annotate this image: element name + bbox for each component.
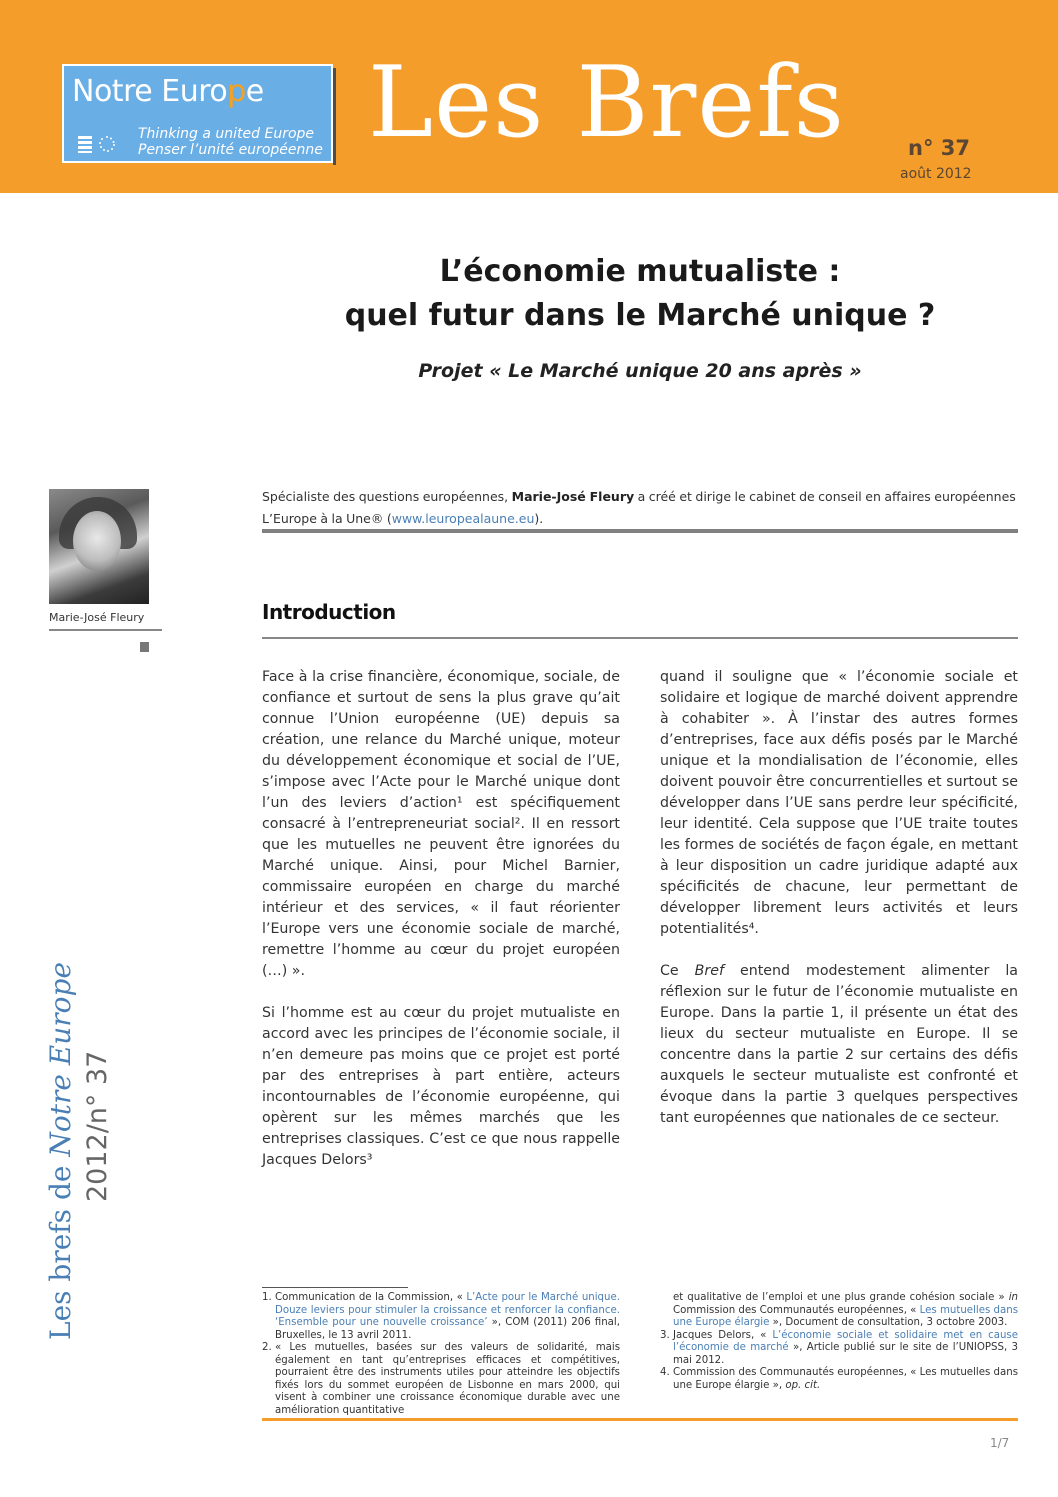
footnote-1-link[interactable]: L’Acte pour le Marché unique. Douze leviers pour stimuler la croissance et renforcer la confiance. ‘Ensemble pour une nouvelle croissance’ bbox=[275, 1292, 620, 1328]
footnotes-right bbox=[660, 1292, 1018, 1392]
footnote-divider bbox=[262, 1287, 408, 1288]
paragraph: Face à la crise financière, économique, sociale, de confiance et surtout de sens la plus grave qu’ait connue l’Union européenne (UE) depuis sa création, une relance du Marché unique, moteur du développement économique et social de l’UE, s’impose avec l’Acte pour le Marché unique dont l’un des leviers d’action¹ est spécifiquement consacré à l’entrepreneuriat social². Il en ressort que les mutuelles ne peuvent être ignorées du Marché unique. Ainsi, pour Michel Barnier, commissaire européen en charge du marché intérieur et des services, « il faut réorienter l’Europe vers une économie sociale de marché, remettre l’homme au cœur du projet européen (…) ». bbox=[262, 669, 620, 979]
section-heading-introduction: Introduction bbox=[262, 600, 396, 624]
masthead-title: Les Brefs bbox=[368, 46, 845, 160]
page-title-line2: quel futur dans le Marché unique ? bbox=[344, 298, 936, 333]
bottom-divider bbox=[262, 1418, 1018, 1421]
footnote-1: 1. Communication de la Commission, « L’Acte pour le Marché unique. Douze leviers pour stimuler la croissance et renforcer la confiance. ‘Ensemble pour une nouvelle croissance’ », COM (2011) 206 final, Bruxelles, le 13 avril 2011. bbox=[262, 1292, 620, 1341]
footnote-4: 4. Commission des Communautés européennes, « Les mutuelles dans une Europe élargie », op. cit. bbox=[660, 1367, 1019, 1391]
page-subtitle: Projet « Le Marché unique 20 ans après » bbox=[418, 360, 862, 382]
caption-square bbox=[140, 642, 149, 652]
bio-divider bbox=[262, 529, 1018, 533]
paragraph: Ce Bref entend modestement alimenter la réflexion sur le futur de l’économie mutualiste en Europe. Dans la partie 1, il présente un état des lieux du secteur mutualiste en Europe. Il se concentre dans la partie 2 sur certains des défis auxquels le secteur mutualiste est confronté et évoque dans la partie 3 quelques perspectives tant européennes que nationales de ce secteur. bbox=[660, 963, 1018, 1126]
author-photo-face bbox=[73, 511, 121, 571]
series-issue-label: 2012/n° 37 bbox=[82, 1050, 113, 1202]
page-number: 1/7 bbox=[990, 1436, 1010, 1450]
issue-date: août 2012 bbox=[900, 166, 972, 182]
body-column-left bbox=[262, 667, 620, 1192]
logo-tagline: Thinking a united Europe Penser l’unité européenne bbox=[138, 126, 323, 158]
author-caption: Marie-José Fleury bbox=[49, 611, 145, 624]
paragraph: Si l’homme est au cœur du projet mutualiste en accord avec les principes de l’économie sociale, il n’en demeure pas moins que ce projet est porté par des entreprises à part entière, acteurs incontournables de l’économie européenne, qui opèrent sur les mêmes marchés que les entreprises classiques. C’est ce que nous rappelle Jacques Delors³ bbox=[262, 1005, 620, 1168]
footnote-2-continued: et qualitative de l’emploi et une plus grande cohésion sociale » in Commission des Communautés européennes, « Les mutuelles dans une Europe élargie », Document de consultation, 3 octobre 2003. bbox=[673, 1292, 1019, 1328]
logo-wordmark: Notre Europe bbox=[72, 74, 264, 109]
footnotes-left bbox=[262, 1292, 620, 1417]
footnote-3-link[interactable]: L’économie sociale et solidaire met en cause l’économie de marché bbox=[673, 1329, 1018, 1353]
author-photo bbox=[49, 489, 149, 604]
intro-divider bbox=[262, 637, 1018, 639]
author-bio: Spécialiste des questions européennes, Marie-José Fleury a créé et dirige le cabinet de conseil en affaires européennes L’Europe à la Une® (www.leuropealaune.eu). bbox=[262, 489, 1016, 526]
series-label: Les brefs de Notre Europe bbox=[44, 961, 77, 1340]
paragraph: quand il souligne que « l’économie sociale et solidaire et logique de marché doivent apprendre à cohabiter ». À l’instar des autres formes d’entreprises, face aux défis posés par le Marché unique et la mondialisation de l’économie, elles doivent pouvoir être concurrentielles et surtout se développer dans l’UE sans perdre leur spécificité, leur identité. Cela suppose que l’UE traite toutes les formes de sociétés de façon égale, en mettant à leur disposition un cadre juridique adapté aux spécificités de chacune, leur permettant de développer librement leurs activités et leurs potentialités⁴. bbox=[660, 669, 1018, 937]
footnote-2-link[interactable]: Les mutuelles dans une Europe élargie bbox=[673, 1304, 1019, 1328]
page-title-line1: L’économie mutualiste : bbox=[439, 254, 841, 289]
footnote-3: 3. Jacques Delors, « L’économie sociale et solidaire met en cause l’économie de marché », Article publié sur le site de l’UNIOPSS, 3 mai 2012. bbox=[660, 1329, 1018, 1366]
footnote-2: 2. « Les mutuelles, basées sur des valeurs de solidarité, mais également en tant qu’entreprises efficaces et compétitives, pourraient être des instruments utiles pour atteindre les objectifs fixés lors du sommet européen de Lisbonne en mars 2000, qui visent à combiner une croissance économique durable avec une amélioration quantitative bbox=[262, 1342, 620, 1416]
eu-flag-icon bbox=[76, 134, 120, 154]
issue-number: n° 37 bbox=[908, 136, 970, 160]
logo-shadow bbox=[333, 68, 336, 165]
author-website-link[interactable]: www.leuropealaune.eu bbox=[391, 511, 535, 526]
caption-divider bbox=[49, 629, 162, 631]
body-column-right bbox=[660, 667, 1018, 1150]
notre-europe-logo[interactable] bbox=[62, 64, 333, 163]
